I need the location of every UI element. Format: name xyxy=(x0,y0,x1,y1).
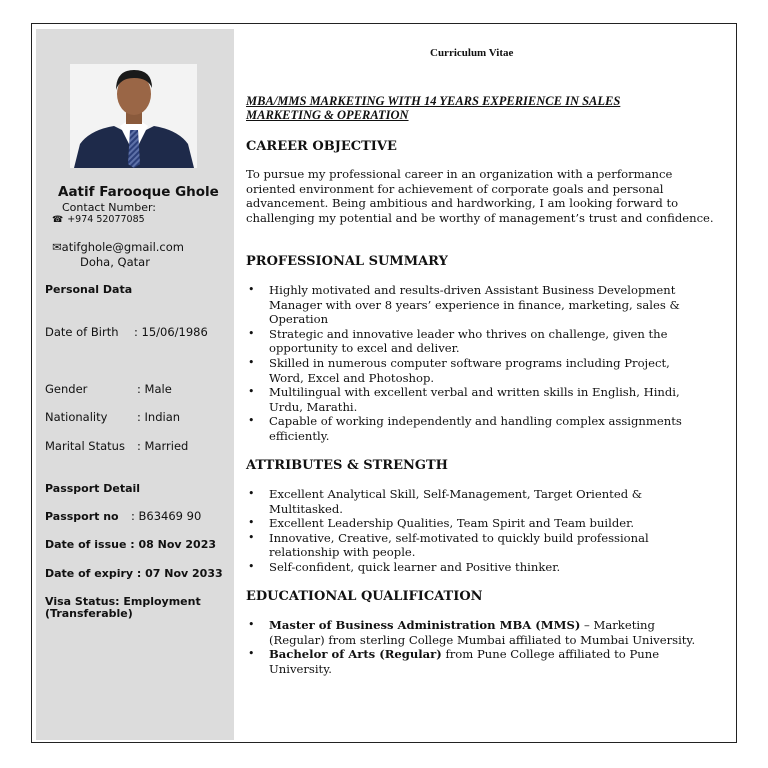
passport-heading: Passport Detail xyxy=(45,482,141,495)
profile-photo xyxy=(70,64,197,168)
degree-details: from Pune College affiliated to Pune University. xyxy=(269,647,660,676)
passport-number-label: Passport no xyxy=(45,510,119,523)
attributes-list xyxy=(246,487,708,575)
professional-summary-heading: PROFESSIONAL SUMMARY xyxy=(246,254,448,269)
profile-name: Aatif Farooque Ghole xyxy=(58,184,219,200)
list-item: • Self-confident, quick learner and Positive thinker. xyxy=(246,560,708,575)
gender-value: : Male xyxy=(137,382,172,396)
degree-title: Master of Business Administration MBA (MMS) xyxy=(269,618,581,632)
list-item: • Capable of working independently and handling complex assignments efficiently. xyxy=(246,414,708,443)
passport-issue-date: Date of issue : 08 Nov 2023 xyxy=(45,538,217,551)
email-address: atifghole@gmail.com xyxy=(61,240,184,254)
list-item: • Excellent Leadership Qualities, Team Spirit and Team builder. xyxy=(246,516,708,531)
document-title: Curriculum Vitae xyxy=(430,47,514,59)
location: Doha, Qatar xyxy=(80,255,150,269)
career-objective-heading: CAREER OBJECTIVE xyxy=(246,139,397,154)
education-list xyxy=(246,618,708,676)
passport-number-value: : B63469 90 xyxy=(131,509,202,523)
nationality-label: Nationality xyxy=(45,410,108,424)
marital-label: Marital Status xyxy=(45,439,125,453)
visa-status: Visa Status: Employment xyxy=(45,595,201,608)
dob-row xyxy=(45,325,119,339)
dob-label: Date of Birth xyxy=(45,325,119,339)
visa-status-note: (Transferable) xyxy=(45,607,133,620)
marital-value: : Married xyxy=(137,439,189,453)
personal-data-heading: Personal Data xyxy=(45,283,133,296)
degree-title: Bachelor of Arts (Regular) xyxy=(269,647,442,662)
education-heading: EDUCATIONAL QUALIFICATION xyxy=(246,589,483,604)
list-item xyxy=(246,618,708,647)
email-line xyxy=(52,240,184,254)
list-item xyxy=(246,647,708,676)
professional-summary-list xyxy=(246,283,708,444)
list-item: • Highly motivated and results-driven Assistant Business Development Manager with over 8 years’ experience in finance, marketing, sales & Operation xyxy=(246,283,708,327)
phone-number: +974 52077085 xyxy=(67,214,145,225)
gender-label: Gender xyxy=(45,382,88,396)
headline: MBA/MMS MARKETING WITH 14 YEARS EXPERIENCE IN SALES MARKETING & OPERATION xyxy=(246,94,621,122)
list-item: • Skilled in numerous computer software programs including Project, Word, Excel and Photoshop. xyxy=(246,356,708,385)
phone-icon: ☎ xyxy=(52,215,64,225)
attributes-heading: ATTRIBUTES & STRENGTH xyxy=(246,458,448,473)
passport-expiry-date: Date of expiry : 07 Nov 2033 xyxy=(45,567,223,580)
list-item: • Strategic and innovative leader who thrives on challenge, given the opportunity to excel and deliver. xyxy=(246,327,708,356)
degree-details: – Marketing (Regular) from sterling College Mumbai affiliated to Mumbai University. xyxy=(269,618,696,647)
dob-value: : 15/06/1986 xyxy=(134,325,208,339)
career-objective-text: To pursue my professional career in an organization with a performance oriented environment for achievement of corporate goals and personal advancement. Being ambitious and hardworking, I am looking forward to challenging my potential and be worthy of management’s trust and confidence. xyxy=(246,167,714,225)
phone-line xyxy=(52,214,145,225)
list-item: • Multilingual with excellent verbal and written skills in English, Hindi, Urdu, Marathi. xyxy=(246,385,708,414)
list-item: • Excellent Analytical Skill, Self-Management, Target Oriented & Multitasked. xyxy=(246,487,708,516)
email-icon: ✉ xyxy=(52,240,62,254)
nationality-value: : Indian xyxy=(137,410,181,424)
list-item: • Innovative, Creative, self-motivated to quickly build professional relationship with people. xyxy=(246,531,708,560)
contact-label: Contact Number: xyxy=(62,201,156,214)
